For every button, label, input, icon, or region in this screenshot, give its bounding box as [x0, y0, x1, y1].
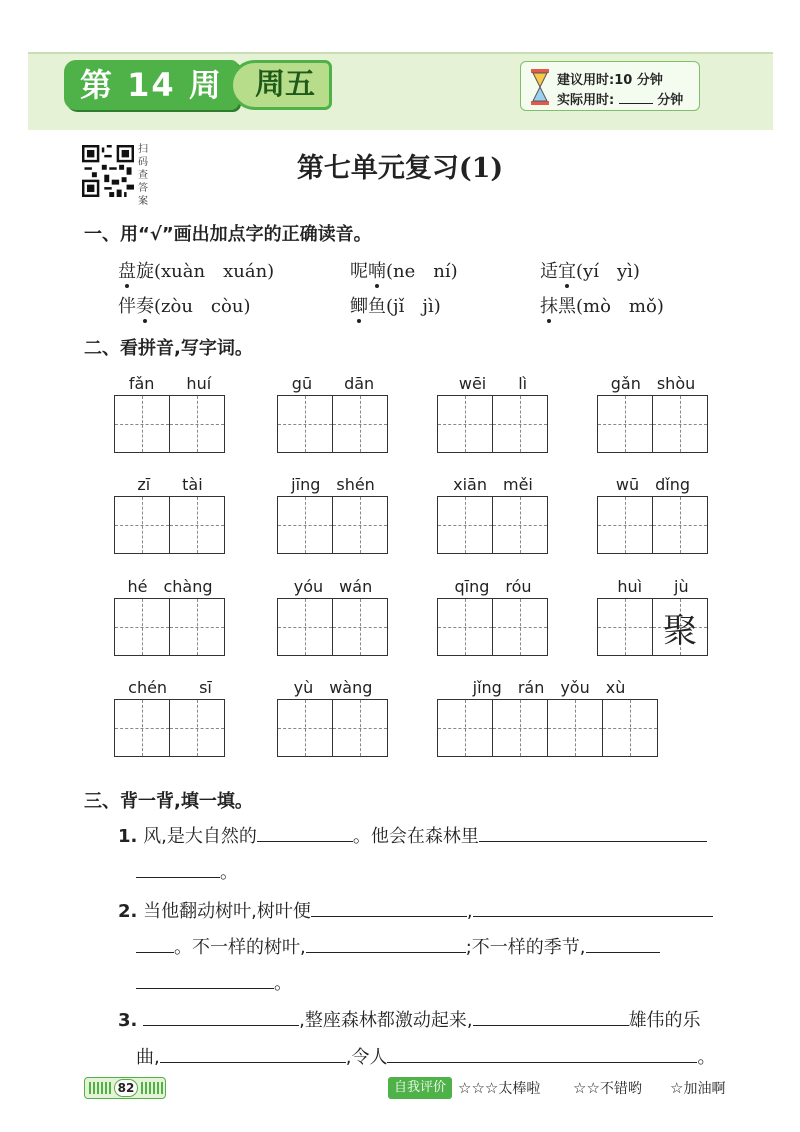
char-box-group — [114, 598, 225, 656]
dotted-char: 抹 — [540, 296, 558, 317]
writing-box[interactable] — [598, 599, 653, 655]
week-label: 第 14 周 — [64, 60, 239, 110]
time-box — [520, 61, 700, 111]
question-1-line1: 1. 风,是大自然的 。他会在森林里 — [118, 822, 707, 848]
char-box-group — [114, 699, 225, 757]
writing-box[interactable] — [115, 396, 170, 452]
question-2-line3: 。 — [136, 969, 292, 995]
writing-box[interactable] — [170, 497, 225, 553]
writing-box[interactable] — [493, 599, 548, 655]
dotted-char: 宜 — [558, 261, 576, 282]
writing-box[interactable] — [333, 700, 388, 756]
reading-item: 伴奏(zòu còu) — [118, 296, 251, 317]
writing-box[interactable] — [278, 599, 333, 655]
pinyin-label: fǎn huí — [128, 374, 212, 393]
writing-box[interactable] — [115, 599, 170, 655]
writing-box[interactable] — [333, 497, 388, 553]
question-2-line1: 2. 当他翻动树叶,树叶便 , — [118, 897, 713, 923]
answer-blank[interactable] — [586, 935, 660, 953]
writing-box[interactable] — [115, 497, 170, 553]
answer-blank[interactable] — [143, 1008, 299, 1026]
actual-time-suffix: 分钟 — [657, 93, 684, 108]
pinyin-label: gǎn shòu — [610, 374, 696, 393]
writing-box[interactable] — [598, 396, 653, 452]
rating-good[interactable]: ☆☆不错哟 — [573, 1079, 642, 1097]
writing-box[interactable] — [170, 599, 225, 655]
actual-time-prefix: 实际用时: — [557, 93, 615, 108]
writing-box[interactable] — [653, 497, 708, 553]
pinyin-label: chén sī — [128, 678, 212, 697]
writing-box[interactable] — [115, 700, 170, 756]
pinyin-label: xiān měi — [453, 475, 533, 494]
answer-blank[interactable] — [136, 935, 174, 953]
pinyin-label: gū dān — [291, 374, 375, 393]
answer-blank[interactable] — [306, 935, 466, 953]
writing-box[interactable] — [278, 396, 333, 452]
pinyin-label: wū dǐng — [615, 475, 691, 494]
section2-heading: 二、看拼音,写字词。 — [84, 338, 253, 359]
writing-box[interactable] — [653, 396, 708, 452]
suggested-time: 建议用时:10 分钟 — [557, 73, 663, 88]
char-box-group — [437, 496, 548, 554]
page-title: 第七单元复习(1) — [296, 153, 504, 184]
star-icon: ☆☆ — [573, 1079, 600, 1097]
reading-item: 呢喃(ne ní) — [350, 261, 458, 282]
answer-blank[interactable] — [136, 971, 274, 989]
writing-box[interactable] — [653, 599, 708, 655]
answer-blank[interactable] — [160, 1045, 346, 1063]
answer-blank[interactable] — [136, 860, 220, 878]
page-number-badge — [84, 1077, 166, 1099]
writing-box[interactable] — [170, 396, 225, 452]
pinyin-label: yóu wán — [293, 577, 373, 596]
badge-stripe — [89, 1082, 111, 1094]
prefilled-char: 聚 — [663, 610, 697, 651]
hourglass-icon — [529, 68, 551, 106]
writing-box[interactable] — [278, 497, 333, 553]
question-2-line2: 。不一样的树叶, ;不一样的季节, — [136, 933, 660, 959]
section3-heading: 三、背一背,填一填。 — [84, 791, 253, 812]
writing-box[interactable] — [493, 497, 548, 553]
answer-blank[interactable] — [257, 824, 353, 842]
writing-box[interactable] — [598, 497, 653, 553]
pinyin-label: jīng shén — [291, 475, 375, 494]
char-box-group — [437, 395, 548, 453]
pinyin-label: yù wàng — [293, 678, 373, 697]
actual-time-blank[interactable] — [619, 92, 653, 104]
answer-blank[interactable] — [473, 899, 713, 917]
dotted-char: 奏 — [136, 296, 154, 317]
char-box-group — [114, 395, 225, 453]
writing-box[interactable] — [438, 700, 493, 756]
section1-heading: 一、用“√”画出加点字的正确读音。 — [84, 224, 372, 245]
qr-caption: 扫码查答案 — [138, 144, 148, 207]
pinyin-label: huì jù — [617, 577, 689, 596]
rating-great[interactable]: ☆☆☆太棒啦 — [458, 1079, 541, 1097]
pinyin-label: wēi lì — [458, 374, 528, 393]
reading-item: 适宜(yí yì) — [540, 261, 640, 282]
char-box-group — [597, 395, 708, 453]
writing-box[interactable] — [548, 700, 603, 756]
pinyin-label: jǐng rán yǒu xù — [472, 678, 626, 697]
pinyin-label: zī tài — [137, 475, 203, 494]
writing-box[interactable] — [333, 599, 388, 655]
dotted-char: 喃 — [368, 261, 386, 282]
reading-item: 盘旋(xuàn xuán) — [118, 261, 275, 282]
page-number: 82 — [114, 1079, 138, 1097]
answer-blank[interactable] — [479, 824, 707, 842]
star-icon: ☆ — [670, 1079, 684, 1097]
reading-item: 鲫鱼(jǐ jì) — [350, 296, 441, 317]
char-box-group — [437, 598, 548, 656]
writing-box[interactable] — [438, 396, 493, 452]
pinyin-label: qīng róu — [454, 577, 532, 596]
writing-box[interactable] — [493, 396, 548, 452]
answer-blank[interactable] — [311, 899, 467, 917]
dotted-char: 盘 — [118, 261, 136, 282]
day-label: 周五 — [230, 60, 332, 110]
char-box-group — [277, 598, 388, 656]
char-box-group — [277, 496, 388, 554]
char-box-group — [277, 395, 388, 453]
writing-box[interactable] — [170, 700, 225, 756]
char-box-group — [114, 496, 225, 554]
question-3-line1: 3. ,整座森林都激动起来, 雄伟的乐 — [118, 1010, 701, 1031]
writing-box[interactable] — [278, 700, 333, 756]
badge-stripe — [141, 1082, 163, 1094]
writing-box[interactable] — [333, 396, 388, 452]
question-3-line2: 曲, ,令人 。 — [136, 1047, 716, 1068]
writing-box[interactable] — [438, 497, 493, 553]
dotted-char: 鲫 — [350, 296, 368, 317]
actual-time — [557, 89, 683, 108]
self-eval-label: 自我评价 — [388, 1077, 452, 1099]
char-box-group — [597, 496, 708, 554]
writing-box[interactable] — [438, 599, 493, 655]
answer-blank[interactable] — [387, 1045, 697, 1063]
writing-box[interactable] — [603, 700, 658, 756]
answer-blank[interactable] — [473, 1008, 629, 1026]
char-box-group — [597, 598, 708, 656]
pinyin-label: hé chàng — [127, 577, 213, 596]
writing-box[interactable] — [493, 700, 548, 756]
char-box-group — [277, 699, 388, 757]
question-1-line2: 。 — [136, 858, 238, 884]
rating-try[interactable]: ☆加油啊 — [670, 1079, 726, 1097]
star-icon: ☆☆☆ — [458, 1079, 499, 1097]
char-box-group — [437, 699, 658, 757]
reading-item: 抹黑(mò mǒ) — [540, 296, 664, 317]
